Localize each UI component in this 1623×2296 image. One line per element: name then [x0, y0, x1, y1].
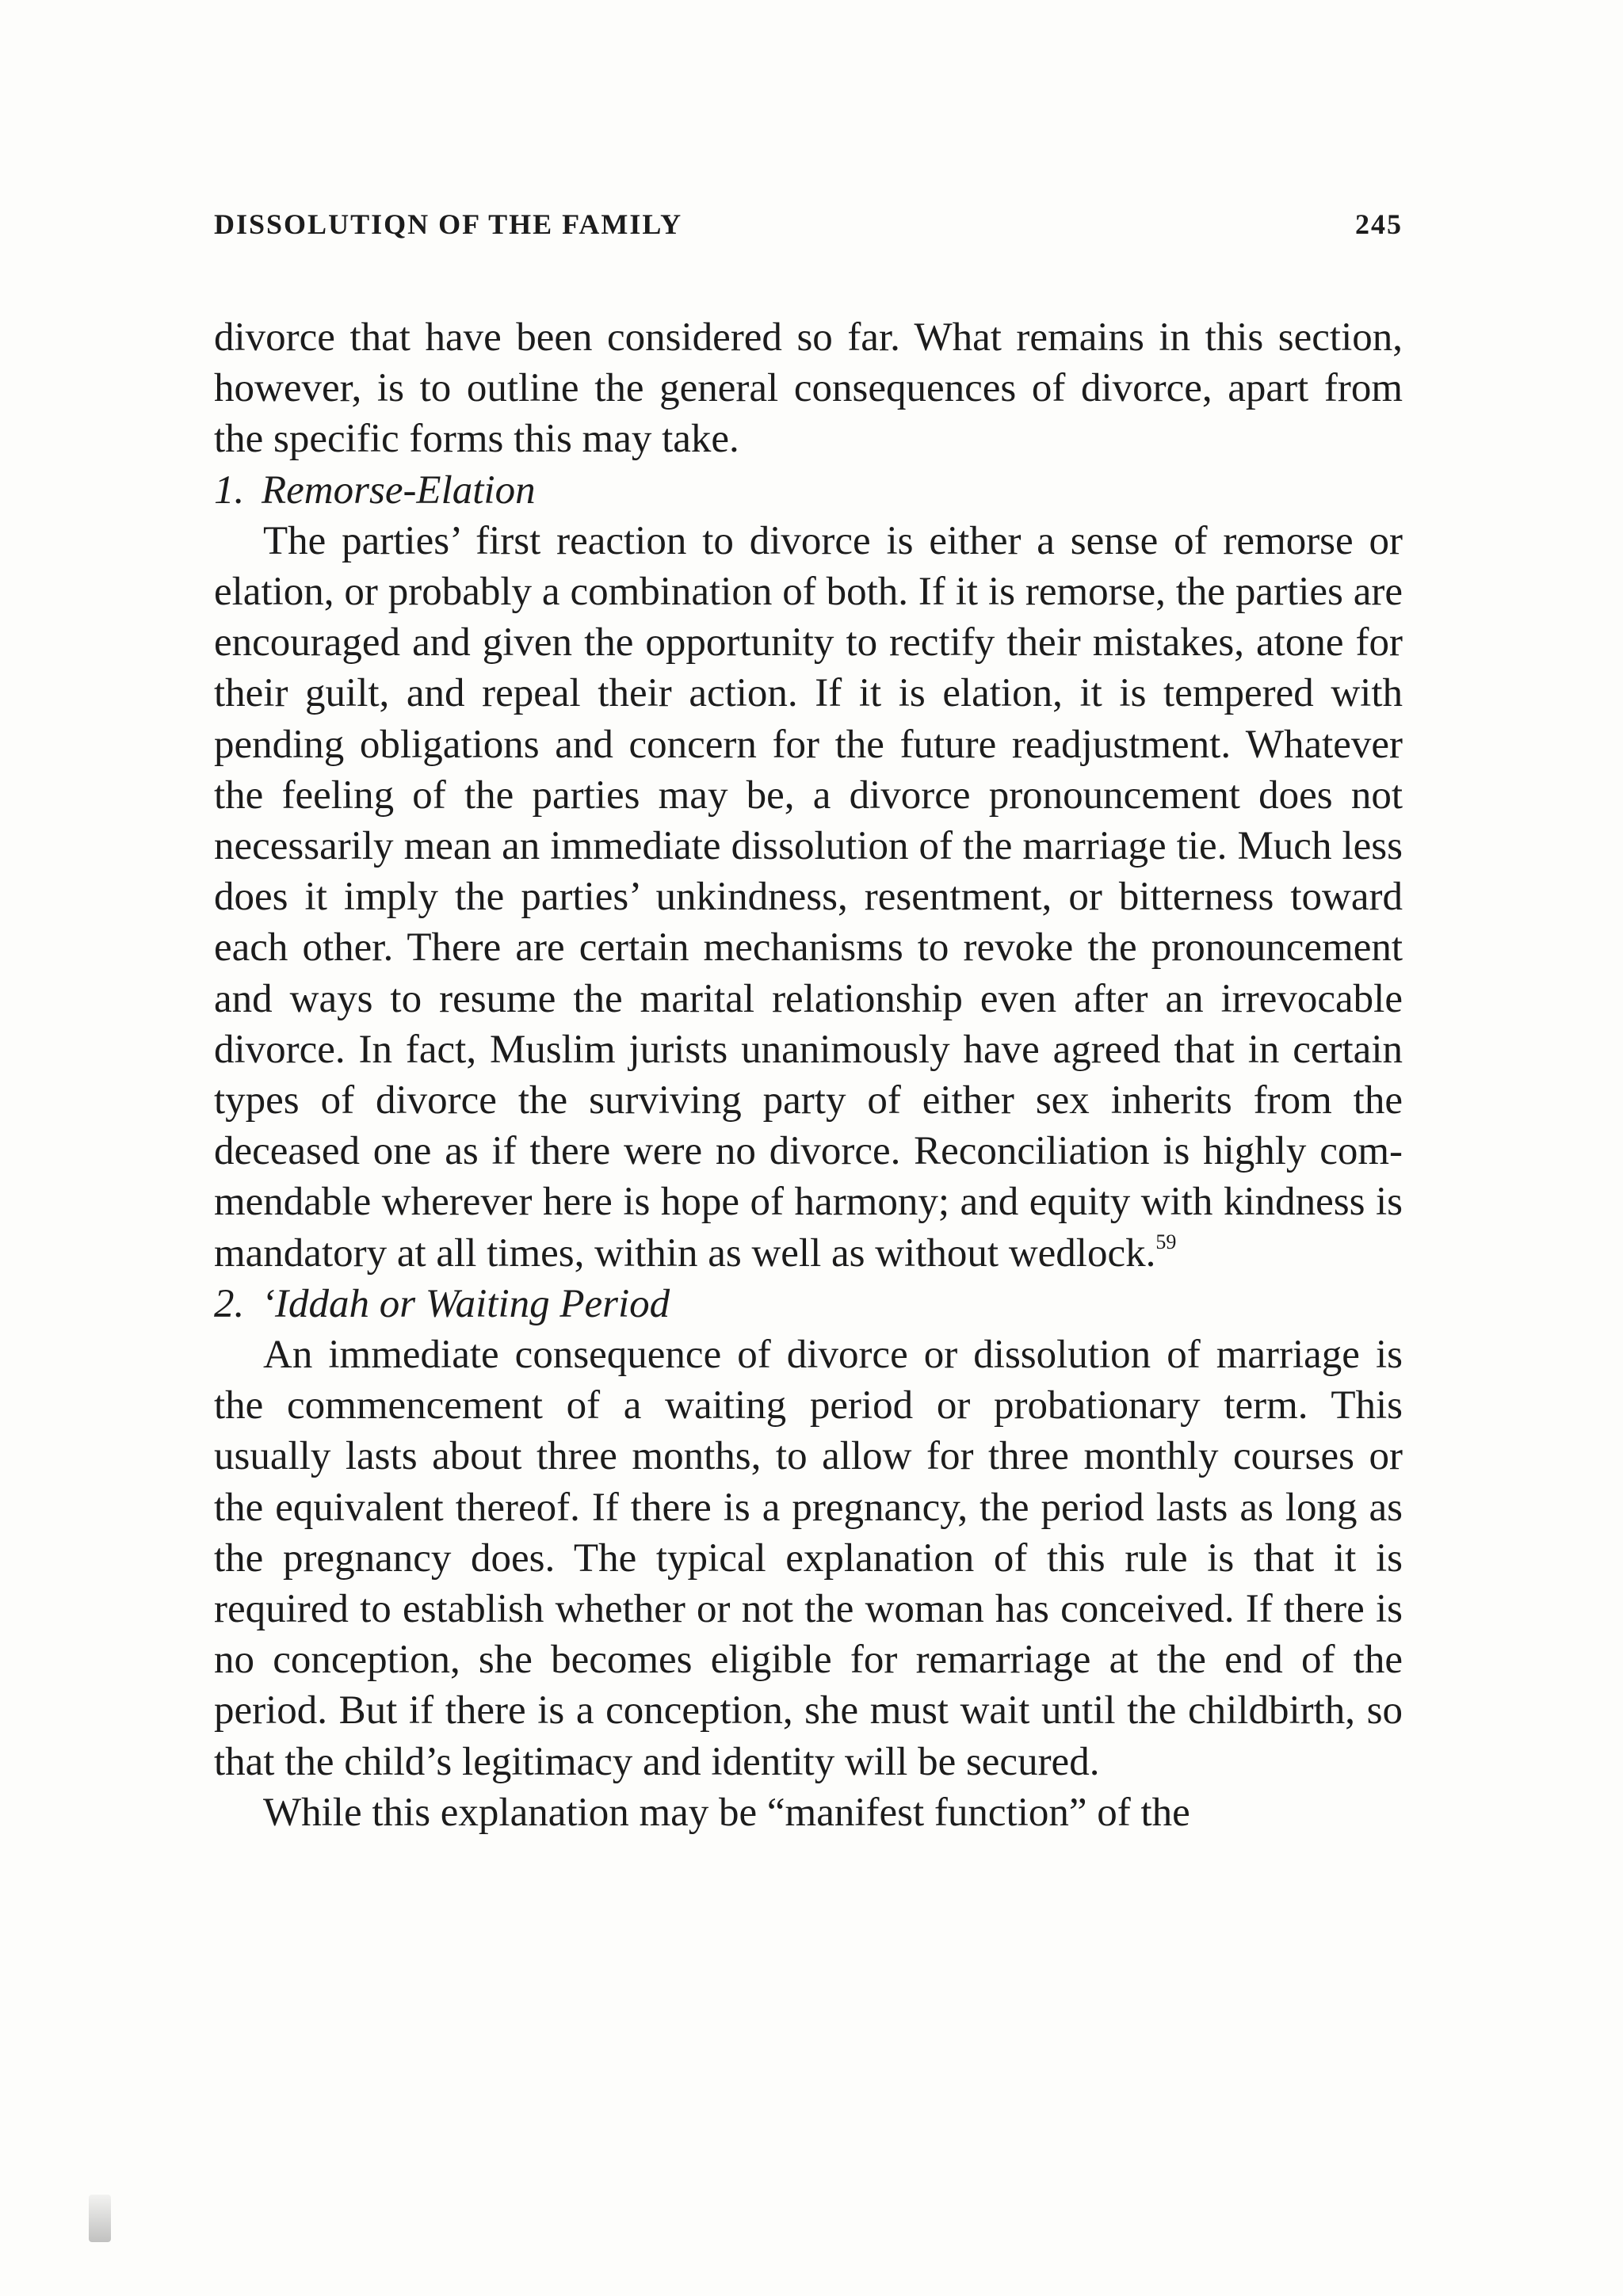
section-title-1: Remorse-Elation — [262, 467, 536, 513]
intro-paragraph: divorce that have been considered so far. What remains in this section, however, is to outline the general consequences of divorce, apart from the specific forms this may take. — [214, 315, 1403, 462]
footnote-marker: 59 — [1155, 1230, 1177, 1253]
section-paragraph-1 — [214, 516, 1403, 1279]
section-heading-2 — [214, 1279, 1403, 1329]
section-paragraph-2: An immediate consequence of divorce or dissolution of marriage is the commencement of a waiting period or probationary term. This usually lasts about three months, to allow for three monthly courses or the equivalent thereof. If there is a pregnancy, the period lasts as long as the pregnancy does. The typical explanation of this rule is that it is required to establish whether or not the woman has conceived. If there is no conception, she becomes eligible for remarriage at the end of the period. But if there is a conception, she must wait until the childbirth, so that the child’s legitimacy and identity will be secured. — [214, 1333, 1403, 1784]
running-head-title: DISSOLUTIQN OF THE FAMILY — [214, 208, 683, 240]
running-head — [214, 208, 1403, 247]
section-number-1: 1. — [214, 467, 245, 513]
page-number: 245 — [1355, 208, 1403, 240]
scan-artifact — [89, 2195, 111, 2242]
body-text — [214, 312, 1403, 1838]
section-heading-1 — [214, 465, 1403, 516]
section-paragraph-3: While this explanation may be “manifest function” of the — [263, 1790, 1190, 1835]
section-1-text: The parties’ first reaction to divorce is either a sense of remorse or elation, or probably a combination of both. If it is remorse, the parties are encouraged and given the opportunity to rectify their mistakes, atone for their guilt, and repeal their action. If it is elation, it is tempered with pending obligations and concern for the future readjustment. Whatever the feeling of the parties may be, a divorce pronouncement does not necessarily mean an immediate dissolution of the marriage tie. Much less does it imply the parties’ unkindness, resentment, or bitterness toward each other. There are certain mechanisms to revoke the pronouncement and ways to resume the marital relationship even after an irrevocable divorce. In fact, Muslim jurists unanimously have agreed that in certain types of divorce the surviving party of either sex inherits from the deceased one as if there were no divorce. Reconciliation is highly commendable wherever here is hope of harmony; and equity with kindness is mandatory at all times, within as well as without wedlock. — [214, 518, 1403, 1276]
book-page — [214, 208, 1403, 1838]
section-title-2: ‘Iddah or Waiting Period — [262, 1281, 670, 1326]
section-number-2: 2. — [214, 1281, 245, 1326]
